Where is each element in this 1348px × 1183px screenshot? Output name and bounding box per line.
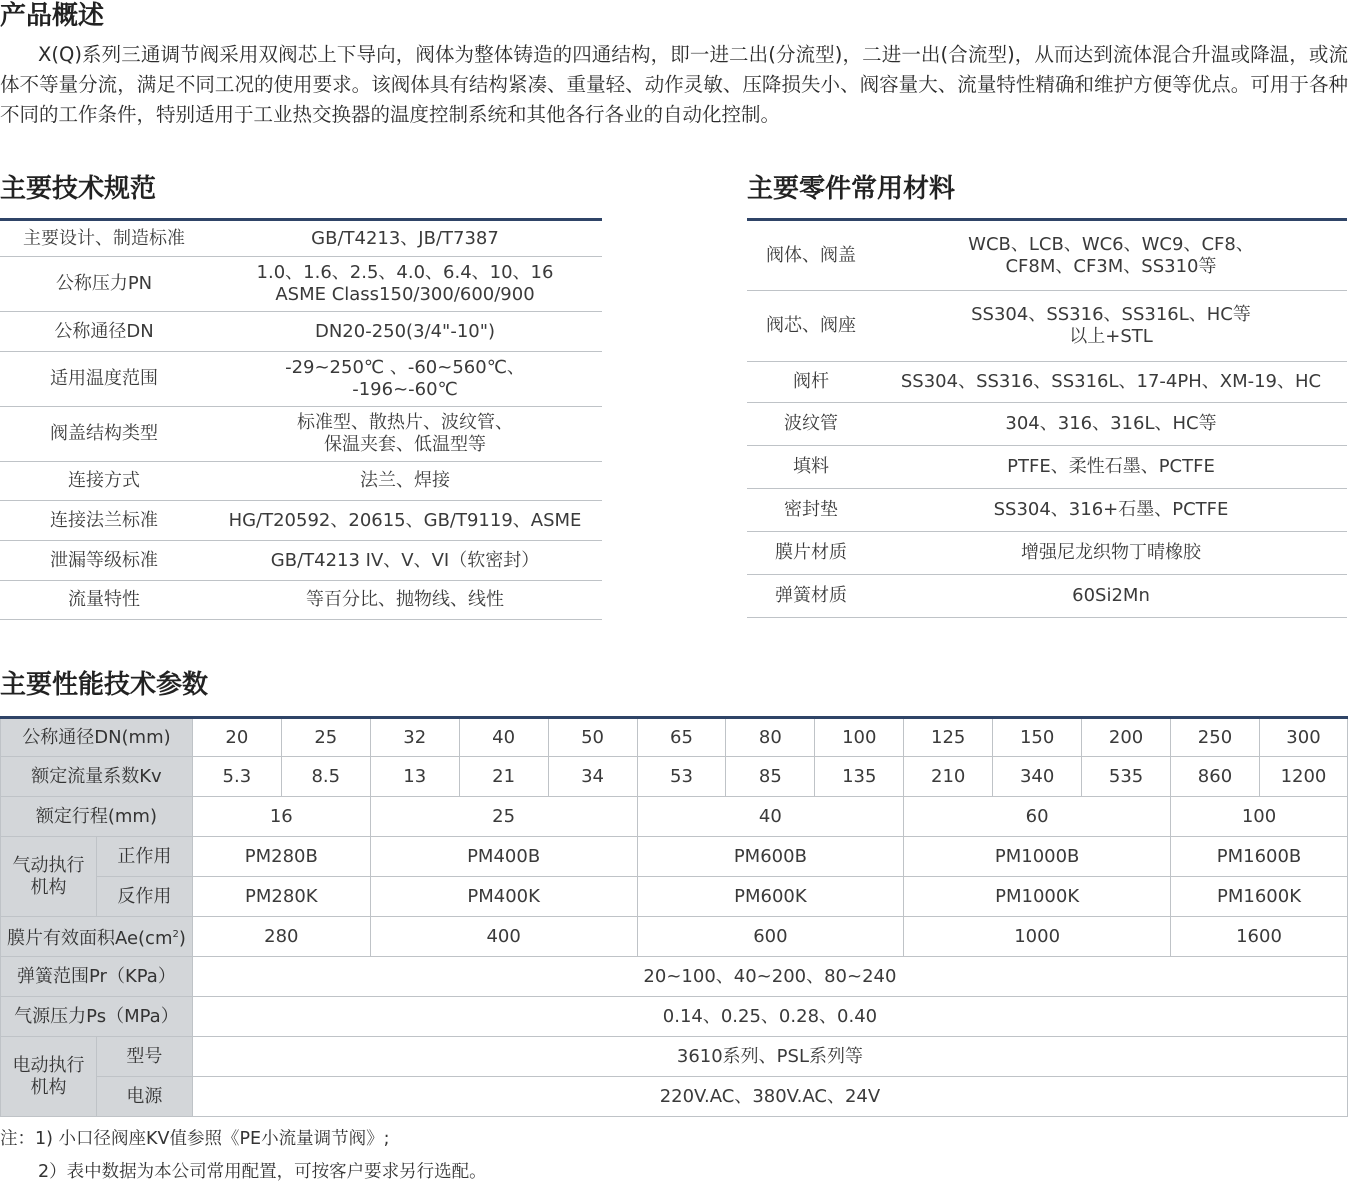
dn-cell: 200 [1082, 718, 1171, 757]
material-label: 弹簧材质 [747, 575, 875, 618]
spec-label: 公称压力PN [0, 257, 208, 312]
spec-value: DN20-250(3/4"-10") [208, 312, 602, 352]
material-value: 60Si2Mn [875, 575, 1347, 618]
spec-label: 流量特性 [0, 581, 208, 620]
material-value: 304、316、316L、HC等 [875, 403, 1347, 446]
area-cell: 400 [370, 917, 637, 957]
dn-cell: 80 [726, 718, 815, 757]
spring-value: 20~100、40~200、80~240 [192, 957, 1347, 997]
spec-row [0, 581, 602, 620]
direct-cell: PM1000B [904, 837, 1171, 877]
stroke-label: 额定行程(mm) [1, 797, 193, 837]
material-label: 波纹管 [747, 403, 875, 446]
dn-cell: 32 [370, 718, 459, 757]
spec-row [0, 501, 602, 541]
stroke-cell: 60 [904, 797, 1171, 837]
area-label: 膜片有效面积$Ae(cm^2)$ [1, 917, 193, 957]
spec-value: 标准型、散热片、波纹管、 保温夹套、低温型等 [208, 407, 602, 462]
kv-cell: 34 [548, 757, 637, 797]
air-label: 气源压力Ps（MPa） [1, 997, 193, 1037]
spring-row [1, 957, 1348, 997]
kv-label: 额定流量系数Kv [1, 757, 193, 797]
material-label: 填料 [747, 446, 875, 489]
material-row [747, 489, 1347, 532]
dn-cell: 20 [192, 718, 281, 757]
stroke-cell: 40 [637, 797, 904, 837]
kv-cell: 21 [459, 757, 548, 797]
spec-value: -29~250℃ 、-60~560℃、 -196~-60℃ [208, 352, 602, 407]
intro-title: 产品概述 [0, 1, 105, 31]
spec-value: GB/T4213 IV、V、VI（软密封） [208, 541, 602, 581]
material-row [747, 220, 1347, 291]
spec-row [0, 257, 602, 312]
spring-label: 弹簧范围Pr（KPa） [1, 957, 193, 997]
material-row [747, 291, 1347, 362]
kv-row [1, 757, 1348, 797]
air-value: 0.14、0.25、0.28、0.40 [192, 997, 1347, 1037]
pneumatic-label: 气动执行机构 [1, 837, 97, 917]
direct-row [1, 837, 1348, 877]
spec-label: 泄漏等级标准 [0, 541, 208, 581]
material-row [747, 446, 1347, 489]
material-row [747, 532, 1347, 575]
dn-label: 公称通径DN(mm) [1, 718, 193, 757]
spec-row [0, 220, 602, 257]
kv-cell: 1200 [1259, 757, 1347, 797]
spec-value: GB/T4213、JB/T7387 [208, 220, 602, 257]
material-row [747, 362, 1347, 403]
material-label: 密封垫 [747, 489, 875, 532]
material-label: 膜片材质 [747, 532, 875, 575]
spec-label: 连接法兰标准 [0, 501, 208, 541]
reverse-cell: PM400K [370, 877, 637, 917]
spec-row [0, 352, 602, 407]
material-label: 阀体、阀盖 [747, 220, 875, 291]
dn-cell: 25 [281, 718, 370, 757]
dn-cell: 40 [459, 718, 548, 757]
spec-label: 阀盖结构类型 [0, 407, 208, 462]
direct-cell: PM280B [192, 837, 370, 877]
kv-cell: 340 [993, 757, 1082, 797]
spec-row [0, 462, 602, 501]
direct-cell: PM1600B [1171, 837, 1348, 877]
perf-title: 主要性能技术参数 [0, 670, 209, 700]
kv-cell: 13 [370, 757, 459, 797]
materials-title: 主要零件常用材料 [747, 174, 956, 204]
model-value: 3610系列、PSL系列等 [192, 1037, 1347, 1077]
kv-cell: 535 [1082, 757, 1171, 797]
reverse-cell: PM1000K [904, 877, 1171, 917]
spec-value: 1.0、1.6、2.5、4.0、6.4、10、16 ASME Class150/300/600/900 [208, 257, 602, 312]
air-row [1, 997, 1348, 1037]
material-label: 阀芯、阀座 [747, 291, 875, 362]
note-2: 2）表中数据为本公司常用配置，可按客户要求另行选配。 [38, 1162, 487, 1182]
reverse-cell: PM1600K [1171, 877, 1348, 917]
spec-value: HG/T20592、20615、GB/T9119、ASME [208, 501, 602, 541]
kv-cell: 8.5 [281, 757, 370, 797]
material-row [747, 403, 1347, 446]
electric-label: 电动执行机构 [1, 1037, 97, 1117]
dn-row [1, 718, 1348, 757]
area-cell: 600 [637, 917, 904, 957]
reverse-cell: PM280K [192, 877, 370, 917]
spec-label: 公称通径DN [0, 312, 208, 352]
material-value: SS304、316+石墨、PCTFE [875, 489, 1347, 532]
perf-table [0, 716, 1348, 1117]
dn-cell: 150 [993, 718, 1082, 757]
direct-cell: PM600B [637, 837, 904, 877]
material-value: PTFE、柔性石墨、PCTFE [875, 446, 1347, 489]
stroke-cell: 100 [1171, 797, 1348, 837]
spec-row [0, 541, 602, 581]
dn-cell: 50 [548, 718, 637, 757]
spec-label: 适用温度范围 [0, 352, 208, 407]
area-row [1, 917, 1348, 957]
kv-cell: 5.3 [192, 757, 281, 797]
spec-value: 法兰、焊接 [208, 462, 602, 501]
reverse-label: 反作用 [96, 877, 192, 917]
kv-cell: 85 [726, 757, 815, 797]
direct-label: 正作用 [96, 837, 192, 877]
reverse-row [1, 877, 1348, 917]
material-value: SS304、SS316、SS316L、17-4PH、XM-19、HC [875, 362, 1347, 403]
kv-cell: 135 [815, 757, 904, 797]
power-label: 电源 [96, 1077, 192, 1117]
model-row [1, 1037, 1348, 1077]
material-label: 阀杆 [747, 362, 875, 403]
stroke-cell: 25 [370, 797, 637, 837]
materials-table [747, 218, 1347, 618]
material-row [747, 575, 1347, 618]
spec-label: 主要设计、制造标准 [0, 220, 208, 257]
stroke-cell: 16 [192, 797, 370, 837]
dn-cell: 250 [1171, 718, 1260, 757]
spec-value: 等百分比、抛物线、线性 [208, 581, 602, 620]
specs-title: 主要技术规范 [0, 174, 157, 204]
dn-cell: 65 [637, 718, 726, 757]
material-value: WCB、LCB、WC6、WC9、CF8、 CF8M、CF3M、SS310等 [875, 220, 1347, 291]
kv-cell: 860 [1171, 757, 1260, 797]
power-value: 220V.AC、380V.AC、24V [192, 1077, 1347, 1117]
dn-cell: 300 [1259, 718, 1347, 757]
area-cell: 1600 [1171, 917, 1348, 957]
material-value: 增强尼龙织物丁晴橡胶 [875, 532, 1347, 575]
kv-cell: 210 [904, 757, 993, 797]
power-row [1, 1077, 1348, 1117]
intro-paragraph: X(Q)系列三通调节阀采用双阀芯上下导向，阀体为整体铸造的四通结构，即一进二出(分流型)，二进一出(合流型)，从而达到流体混合升温或降温，或流体不等量分流，满足不同工况的使用要求。该阀体具有结构紧凑、重量轻、动作灵敏、压降损失小、阀容量大、流量特性精确和维护方便等优点。可用于各种不同的工作条件，特别适用于工业热交换器的温度控制系统和其他各行各业的自动化控制。 [0, 43, 1348, 126]
direct-cell: PM400B [370, 837, 637, 877]
stroke-row [1, 797, 1348, 837]
dn-cell: 125 [904, 718, 993, 757]
model-label: 型号 [96, 1037, 192, 1077]
material-value: SS304、SS316、SS316L、HC等 以上+STL [875, 291, 1347, 362]
kv-cell: 53 [637, 757, 726, 797]
spec-row [0, 312, 602, 352]
dn-cell: 100 [815, 718, 904, 757]
area-cell: 280 [192, 917, 370, 957]
area-cell: 1000 [904, 917, 1171, 957]
spec-label: 连接方式 [0, 462, 208, 501]
reverse-cell: PM600K [637, 877, 904, 917]
spec-row [0, 407, 602, 462]
specs-table [0, 218, 602, 620]
note-1: 注：1) 小口径阀座KV值参照《PE小流量调节阀》; [0, 1129, 390, 1149]
